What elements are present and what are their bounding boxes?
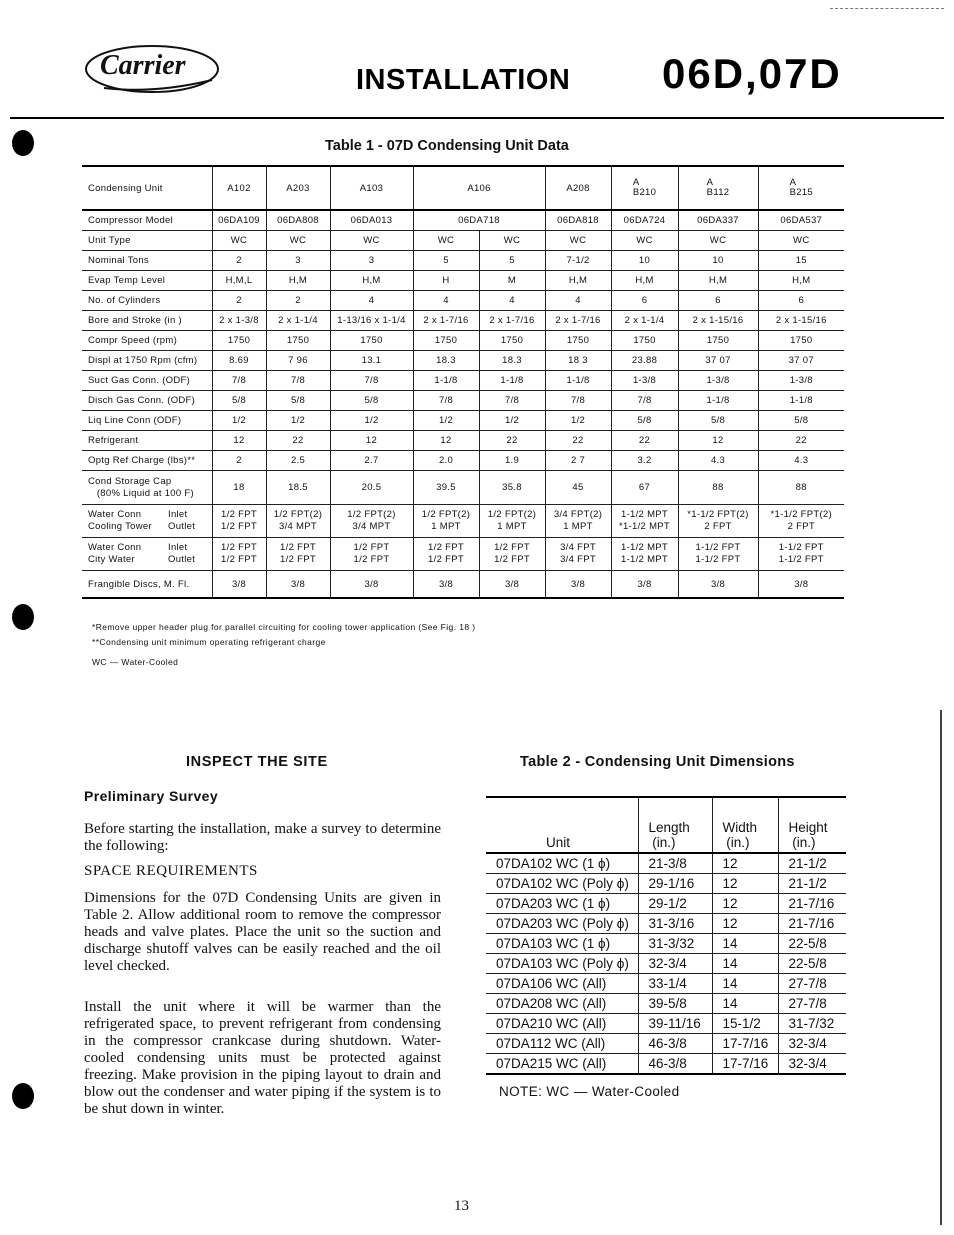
table-cell: WC [330,231,413,251]
table-cell: 7 96 [266,351,330,371]
compressor-cell: 06DA818 [545,210,611,231]
table-cell: 1/2 FPT 1/2 FPT [266,538,330,571]
table-row [486,853,846,874]
table-cell: WC [479,231,545,251]
table-cell: 1/2 FPT 1/2 FPT [479,538,545,571]
unit-cell: 07DA106 WC (All) [486,974,638,994]
table-cell: H,M [758,271,844,291]
table-row [82,411,844,431]
table-cell: 15 [758,251,844,271]
condensing-unit-label: Condensing Unit [82,166,212,210]
row-label: Refrigerant [82,431,212,451]
unit-header: A106 [413,166,545,210]
table-cell: 22 [266,431,330,451]
table-cell: 1-1/8 [479,371,545,391]
table-cell: 37 07 [678,351,758,371]
table-cell: 12 [678,431,758,451]
table-cell: 2.0 [413,451,479,471]
table-cell: WC [413,231,479,251]
unit-cell: 07DA215 WC (All) [486,1054,638,1075]
subsection-heading: Preliminary Survey [84,788,219,804]
space-requirements-heading: SPACE REQUIREMENTS [84,863,258,879]
table-cell: 3/8 [479,571,545,599]
table-row [82,251,844,271]
unit-header: A208 [545,166,611,210]
table-cell: H,M [266,271,330,291]
table-cell: 67 [611,471,678,505]
table-cell: 7/8 [212,371,266,391]
table-cell: 2 x 1-1/4 [611,311,678,331]
storage-row [82,471,844,505]
table-row [486,1034,846,1054]
carrier-logo [84,44,220,94]
table-cell: 3/8 [330,571,413,599]
row-label: Disch Gas Conn. (ODF) [82,391,212,411]
table-cell: 3/8 [545,571,611,599]
table-cell: WC [611,231,678,251]
width-col-header: Width (in.) [712,797,778,853]
table-cell: 2 [212,291,266,311]
compressor-cell: 06DA013 [330,210,413,231]
length-cell: 29-1/16 [638,874,712,894]
compressor-cell: 06DA337 [678,210,758,231]
table-cell: 6 [611,291,678,311]
length-cell: 32-3/4 [638,954,712,974]
table-cell: 3/4 FPT 3/4 FPT [545,538,611,571]
table-cell: 1-3/8 [611,371,678,391]
table-row [82,431,844,451]
table2-header-row [486,797,846,853]
table-cell: 4 [479,291,545,311]
height-cell: 31-7/32 [778,1014,846,1034]
table-cell: 1750 [266,331,330,351]
table-cell: 3.2 [611,451,678,471]
table-cell: 37 07 [758,351,844,371]
frangible-row [82,571,844,599]
table-cell: 2 x 1-7/16 [545,311,611,331]
table-cell: H [413,271,479,291]
table-cell: 20.5 [330,471,413,505]
table-cell: 1-1/8 [758,391,844,411]
city-water-row [82,538,844,571]
table-cell: 1.9 [479,451,545,471]
compressor-row [82,210,844,231]
page-number: 13 [454,1198,469,1214]
row-label: Compr Speed (rpm) [82,331,212,351]
city-water-label: Water Conn Inlet City Water Outlet [82,538,212,571]
table-cell: 7/8 [545,391,611,411]
row-label: Suct Gas Conn. (ODF) [82,371,212,391]
compressor-cell: 06DA109 [212,210,266,231]
storage-label: Cond Storage Cap (80% Liquid at 100 F) [82,471,212,505]
table-cell: 5/8 [758,411,844,431]
table-cell: 4.3 [758,451,844,471]
table-cell: WC [212,231,266,251]
table-cell: 22 [758,431,844,451]
binder-hole-icon [12,130,34,156]
table-cell: 2 x 1-1/4 [266,311,330,331]
height-cell: 27-7/8 [778,974,846,994]
table-cell: 1-3/8 [678,371,758,391]
table-row [82,351,844,371]
table-cell: 88 [758,471,844,505]
table-cell: 18.5 [266,471,330,505]
compressor-label: Compressor Model [82,210,212,231]
width-cell: 17-7/16 [712,1034,778,1054]
table-cell: 1750 [413,331,479,351]
paragraph: Dimensions for the 07D Condensing Units are given in Table 2. Allow additional room to remove the compressor heads and valve plates. Place the unit so the suction and discharge shutoff valves can be easily reached and the oil level checked. [84,890,441,974]
table-cell: 8.69 [212,351,266,371]
table-cell: 2.7 [330,451,413,471]
unit-header-ab: A B112 [678,166,758,210]
table-cell: 88 [678,471,758,505]
table-cell: 2 x 1-7/16 [479,311,545,331]
table-cell: 1/2 [479,411,545,431]
unit-cell: 07DA208 WC (All) [486,994,638,1014]
table-cell: 2 x 1-7/16 [413,311,479,331]
length-cell: 33-1/4 [638,974,712,994]
height-cell: 22-5/8 [778,934,846,954]
height-cell: 27-7/8 [778,994,846,1014]
compressor-cell: 06DA537 [758,210,844,231]
table-row [486,974,846,994]
row-label: No. of Cylinders [82,291,212,311]
table-cell: H,M [678,271,758,291]
table-cell: H,M,L [212,271,266,291]
height-cell: 21-7/16 [778,914,846,934]
table-row [486,1014,846,1034]
width-cell: 17-7/16 [712,1054,778,1075]
table-cell: 2 7 [545,451,611,471]
table-cell: 2.5 [266,451,330,471]
table-row [486,914,846,934]
table-cell: 1/2 [212,411,266,431]
paragraph: Before starting the installation, make a survey to determine the following: [84,821,441,854]
length-cell: 46-3/8 [638,1034,712,1054]
table-cell: 6 [678,291,758,311]
table-cell: 1750 [545,331,611,351]
unit-header: A102 [212,166,266,210]
table-cell: 13.1 [330,351,413,371]
table-cell: 2 [212,451,266,471]
unit-header-ab: A B215 [758,166,844,210]
model-number: 06D,07D [662,50,842,97]
footnote: WC — Water-Cooled [92,657,179,667]
table-cell: 22 [479,431,545,451]
table-cell: 1-1/2 MPT 1-1/2 MPT [611,538,678,571]
table-cell: 18.3 [413,351,479,371]
table-cell: 1-1/8 [413,371,479,391]
table-cell: 18 3 [545,351,611,371]
table-cell: 3/8 [266,571,330,599]
table-cell: 3/4 FPT(2) 1 MPT [545,505,611,538]
table-row [82,311,844,331]
table-cell: 3 [266,251,330,271]
length-cell: 31-3/16 [638,914,712,934]
binder-hole-icon [12,604,34,630]
table-cell: 1/2 [330,411,413,431]
unit-header-ab: A B210 [611,166,678,210]
table-cell: 7/8 [330,371,413,391]
footnote: **Condensing unit minimum operating refrigerant charge [92,637,326,647]
width-cell: 12 [712,874,778,894]
height-cell: 22-5/8 [778,954,846,974]
row-label: Unit Type [82,231,212,251]
table-cell: 10 [611,251,678,271]
length-cell: 39-5/8 [638,994,712,1014]
table-cell: WC [678,231,758,251]
table-cell: 45 [545,471,611,505]
table-cell: 3/8 [678,571,758,599]
table-cell: 5 [413,251,479,271]
length-cell: 46-3/8 [638,1054,712,1075]
width-cell: 14 [712,934,778,954]
table-cell: WC [545,231,611,251]
table-cell: 39.5 [413,471,479,505]
table-cell: 5/8 [212,391,266,411]
table-row [82,291,844,311]
table-cell: 12 [413,431,479,451]
compressor-cell: 06DA808 [266,210,330,231]
table-cell: *1-1/2 FPT(2) 2 FPT [758,505,844,538]
compressor-cell: 06DA718 [413,210,545,231]
unit-cell: 07DA203 WC (1 ϕ) [486,894,638,914]
frangible-label: Frangible Discs, M. Fl. [82,571,212,599]
table-row [486,934,846,954]
table-cell: 1/2 [413,411,479,431]
unit-cell: 07DA103 WC (Poly ϕ) [486,954,638,974]
unit-cell: 07DA210 WC (All) [486,1014,638,1034]
table-cell: 3 [330,251,413,271]
table-cell: 1/2 FPT(2) 3/4 MPT [266,505,330,538]
table-cell: 1750 [611,331,678,351]
table-row [82,451,844,471]
table-cell: 4.3 [678,451,758,471]
table-cell: 1-1/2 MPT *1-1/2 MPT [611,505,678,538]
width-cell: 15-1/2 [712,1014,778,1034]
table1 [82,165,844,599]
table-cell: 1/2 FPT(2) 1 MPT [413,505,479,538]
table-row [486,954,846,974]
table-cell: 1/2 FPT 1/2 FPT [212,505,266,538]
table-cell: 7/8 [479,391,545,411]
table-cell: 3/8 [758,571,844,599]
table-row [82,271,844,291]
table-cell: 1750 [330,331,413,351]
unit-col-header: Unit [486,797,638,853]
unit-header: A203 [266,166,330,210]
row-label: Optg Ref Charge (lbs)** [82,451,212,471]
table-cell: H,M [330,271,413,291]
row-label: Evap Temp Level [82,271,212,291]
table-cell: 18 [212,471,266,505]
unit-cell: 07DA103 WC (1 ϕ) [486,934,638,954]
margin-bar [940,710,942,1225]
paragraph: Install the unit where it will be warmer than the refrigerated space, to prevent refrigerant from condensing in the compressor crankcase during shutdown. Water-cooled condensing units must be protected against freezing. Make provision in the piping layout to drain and blow out the condenser and water piping if the system is to be shut down in winter. [84,999,441,1117]
table-cell: M [479,271,545,291]
table-cell: 2 [212,251,266,271]
table-cell: 1750 [212,331,266,351]
table-cell: 1/2 FPT(2) 3/4 MPT [330,505,413,538]
section-heading: INSPECT THE SITE [186,754,328,770]
table-cell: 7/8 [266,371,330,391]
table-cell: 1/2 FPT 1/2 FPT [212,538,266,571]
logo-wordmark: Carrier [100,50,186,81]
table-cell: 1-13/16 x 1-1/4 [330,311,413,331]
table-cell: WC [266,231,330,251]
table1-title: Table 1 - 07D Condensing Unit Data [325,138,569,154]
table-cell: 3/8 [413,571,479,599]
width-cell: 14 [712,954,778,974]
unit-cell: 07DA102 WC (Poly ϕ) [486,874,638,894]
table-cell: 2 [266,291,330,311]
width-cell: 14 [712,994,778,1014]
table-cell: 4 [413,291,479,311]
table-cell: 5/8 [611,411,678,431]
table-row [82,331,844,351]
table-cell: 2 x 1-15/16 [678,311,758,331]
table-cell: 5/8 [266,391,330,411]
table-row [82,371,844,391]
table-row [486,874,846,894]
height-cell: 21-1/2 [778,853,846,874]
table-cell: 1-1/2 FPT 1-1/2 FPT [678,538,758,571]
header-rule [10,117,944,119]
table-cell: 1/2 [545,411,611,431]
width-cell: 12 [712,853,778,874]
cooling-tower-row [82,505,844,538]
table-cell: 1/2 [266,411,330,431]
height-cell: 32-3/4 [778,1034,846,1054]
width-cell: 12 [712,894,778,914]
length-cell: 29-1/2 [638,894,712,914]
table-cell: 1-1/8 [545,371,611,391]
table-row [82,231,844,251]
table-cell: 22 [545,431,611,451]
table-cell: 1-3/8 [758,371,844,391]
table-cell: 7-1/2 [545,251,611,271]
table-cell: 2 x 1-3/8 [212,311,266,331]
height-cell: 32-3/4 [778,1054,846,1075]
table-cell: 4 [545,291,611,311]
table-cell: 1750 [479,331,545,351]
table-cell: 23.88 [611,351,678,371]
binder-hole-icon [12,1083,34,1109]
table-cell: *1-1/2 FPT(2) 2 FPT [678,505,758,538]
unit-cell: 07DA112 WC (All) [486,1034,638,1054]
table2-title: Table 2 - Condensing Unit Dimensions [520,754,795,770]
table-cell: 18.3 [479,351,545,371]
table-cell: 7/8 [413,391,479,411]
length-cell: 21-3/8 [638,853,712,874]
table-cell: 12 [330,431,413,451]
table-cell: 1/2 FPT(2) 1 MPT [479,505,545,538]
table-cell: 5 [479,251,545,271]
length-cell: 39-11/16 [638,1014,712,1034]
table-cell: H,M [545,271,611,291]
page-title: INSTALLATION [356,64,571,96]
corner-mark [830,8,944,10]
width-cell: 12 [712,914,778,934]
table-cell: 1750 [678,331,758,351]
table2 [486,796,846,1075]
table-cell: 1/2 FPT 1/2 FPT [413,538,479,571]
table-cell: 1-1/8 [678,391,758,411]
row-label: Displ at 1750 Rpm (cfm) [82,351,212,371]
height-cell: 21-7/16 [778,894,846,914]
table-cell: 4 [330,291,413,311]
height-cell: 21-1/2 [778,874,846,894]
table-cell: 3/8 [212,571,266,599]
height-col-header: Height (in.) [778,797,846,853]
footnote: *Remove upper header plug for parallel circuiting for cooling tower application (See Fig. 18 ) [92,622,476,632]
table-cell: 22 [611,431,678,451]
row-label: Liq Line Conn (ODF) [82,411,212,431]
table-cell: 6 [758,291,844,311]
table-cell: 10 [678,251,758,271]
table-cell: 1-1/2 FPT 1-1/2 FPT [758,538,844,571]
table-cell: 5/8 [678,411,758,431]
width-cell: 14 [712,974,778,994]
table-row [82,391,844,411]
table-cell: 2 x 1-15/16 [758,311,844,331]
unit-header: A103 [330,166,413,210]
table2-note: NOTE: WC — Water-Cooled [499,1084,680,1099]
table-cell: 5/8 [330,391,413,411]
table-cell: 1/2 FPT 1/2 FPT [330,538,413,571]
unit-cell: 07DA203 WC (Poly ϕ) [486,914,638,934]
table-cell: 1750 [758,331,844,351]
table-row [486,994,846,1014]
length-col-header: Length (in.) [638,797,712,853]
row-label: Nominal Tons [82,251,212,271]
row-label: Bore and Stroke (in ) [82,311,212,331]
table-cell: 35.8 [479,471,545,505]
table-cell: H,M [611,271,678,291]
table-cell: 7/8 [611,391,678,411]
unit-header-row [82,166,844,210]
table-row [486,894,846,914]
compressor-cell: 06DA724 [611,210,678,231]
length-cell: 31-3/32 [638,934,712,954]
unit-cell: 07DA102 WC (1 ϕ) [486,853,638,874]
table-cell: WC [758,231,844,251]
table-row [486,1054,846,1075]
table-cell: 3/8 [611,571,678,599]
table-cell: 12 [212,431,266,451]
cooling-tower-label: Water Conn Inlet Cooling Tower Outlet [82,505,212,538]
